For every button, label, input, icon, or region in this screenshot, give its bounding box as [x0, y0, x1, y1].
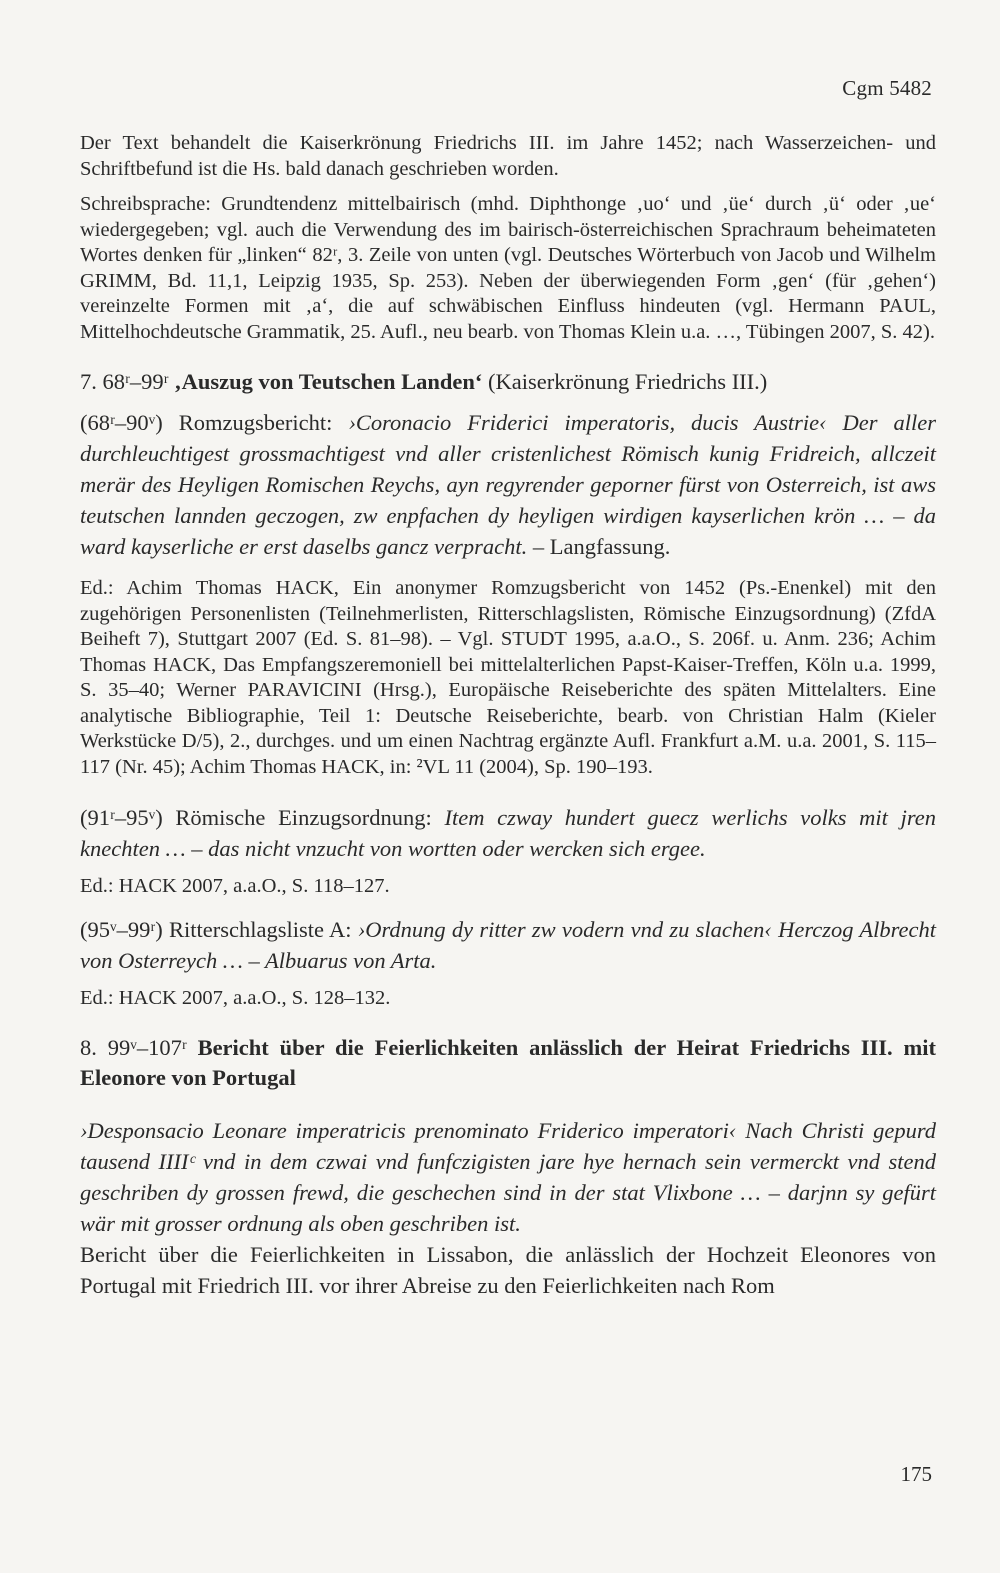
- edition-note-1: Ed.: Achim Thomas HACK, Ein anonymer Romzugsbericht von 1452 (Ps.-Enenkel) mit den zugehörigen Personenlisten (Teilnehmerlisten, Ritterschlagslisten, Römische Einzugsordnung) (ZfdA Beiheft 7), Stuttgart 2007 (Ed. S. 81–98). – Vgl. STUDT 1995, a.a.O., S. 206f. u. Anm. 236; Achim Thomas HACK, Das Empfangszeremoniell bei mittelalterlichen Papst-Kaiser-Treffen, Köln u.a. 1999, S. 35–40; Werner PARAVICINI (Hrsg.), Europäische Reiseberichte des späten Mittelalters. Eine analytische Bibliographie, Teil 1: Deutsche Reiseberichte, bearb. von Christian Halm (Kieler Werkstücke D/5), 2., durchges. und um einen Nachtrag ergänzte Aufl. Frankfurt a.M. u.a. 2001, S. 115–117 (Nr. 45); Achim Thomas HACK, in: ²VL 11 (2004), Sp. 190–193.: [80, 577, 936, 778]
- entry-8-title: Bericht über die Feierlichkeiten anlässlich der Heirat Friedrichs III. mit Eleonore von Portugal: [80, 1035, 936, 1090]
- bericht-paragraph: Bericht über die Feierlichkeiten in Lissabon, die anlässlich der Hochzeit Eleonores von Portugal mit Friedrich III. vor ihrer Abreise zu den Feierlichkeiten nach Rom: [80, 1242, 936, 1298]
- main-text: [80, 131, 936, 1301]
- desponsacio-paragraph: [80, 1115, 936, 1239]
- desponsacio-quote: ›Desponsacio Leonare imperatricis prenominato Friderico imperatori‹ Nach Christi gepurd tausend IIIIᶜ vnd in dem czwai vnd funfczigisten jare hye hernach sein vermerckt vnd stend geschriben dy grossen frewd, die geschechen sind in der stat Vlixbone … – darjnn sy gefürt wär mit grosser ordnung als oben geschriben ist.: [80, 1118, 936, 1236]
- entry-7-heading: [80, 367, 936, 397]
- einzug-quote: Item czway hundert guecz werlichs volks mit jren knechten … – das nicht vnzucht von wortten oder wercken sich ergee.: [80, 805, 937, 861]
- page-number: 175: [900, 1462, 932, 1486]
- edition-note-2: Ed.: HACK 2007, a.a.O., S. 118–127.: [80, 875, 390, 897]
- einzug-paragraph: [80, 802, 936, 864]
- ritter-reference: (95ᵛ–99ʳ) Ritterschlagsliste A:: [80, 916, 358, 942]
- edition-note-3: Ed.: HACK 2007, a.a.O., S. 128–132.: [80, 986, 391, 1009]
- intro-paragraph: Der Text behandelt die Kaiserkrönung Friedrichs III. im Jahre 1452; nach Wasserzeichen- und Schriftbefund ist die Hs. bald danach geschrieben worden.: [80, 132, 936, 180]
- entry-7-title: ‚Auszug von Teutschen Landen‘: [174, 369, 483, 394]
- entry-7-folios: 7. 68ʳ–99ʳ: [80, 369, 169, 394]
- romzug-reference: (68ʳ–90ᵛ) Romzugsbericht:: [80, 410, 349, 435]
- entry-7-subtitle: (Kaiserkrönung Friedrichs III.): [488, 369, 768, 394]
- romzug-quote: ›Coronacio Friderici imperatoris, ducis Austrie‹ Der aller durchleuchtigest grossmachtigest vnd aller cristenlichest Römisch kunig Fridreich, allczeit merär des Heyligen Romischen Reychs, ayn regyrender geporner fürst von Osterreich, ist aws teutschen lannden geczogen, zw enpfachen dy heyligen wirdigen kayserlichen krön … – da ward kayserliche er erst daselbs gancz verpracht.: [80, 410, 936, 559]
- romzug-paragraph: [80, 407, 936, 562]
- ritter-paragraph: [80, 914, 936, 976]
- entry-8-folios: 8. 99ᵛ–107ʳ: [80, 1035, 187, 1060]
- entry-8-heading: [80, 1033, 936, 1093]
- schreibsprache-paragraph: Schreibsprache: Grundtendenz mittelbairisch (mhd. Diphthonge ‚uo‘ und ‚üe‘ durch ‚ü‘ oder ‚ue‘ wiedergegeben; vgl. auch die Verwendung des im bairisch-österreichischen Sprachraum beheimateten Wortes denken für „linken“ 82ʳ, 3. Zeile von unten (vgl. Deutsches Wörterbuch von Jacob und Wilhelm GRIMM, Bd. 11,1, Leipzig 1935, Sp. 253). Neben der überwiegenden Form ‚gen‘ (für ‚gehen‘) vereinzelte Formen mit ‚a‘, die auf schwäbischen Einfluss hindeuten (vgl. Hermann PAUL, Mittelhochdeutsche Grammatik, 25. Aufl., neu bearb. von Thomas Klein u.a. …, Tübingen 2007, S. 42).: [80, 193, 936, 343]
- einzug-reference: (91ʳ–95ᵛ) Römische Einzugsordnung:: [80, 805, 445, 830]
- romzug-tail: – Langfassung.: [527, 534, 671, 559]
- running-header-shelfmark: Cgm 5482: [842, 76, 932, 100]
- ritter-quote: ›Ordnung dy ritter zw vodern vnd zu slachen‹ Herczog Albrecht von Osterreych … – Albuarus von Arta.: [80, 916, 936, 973]
